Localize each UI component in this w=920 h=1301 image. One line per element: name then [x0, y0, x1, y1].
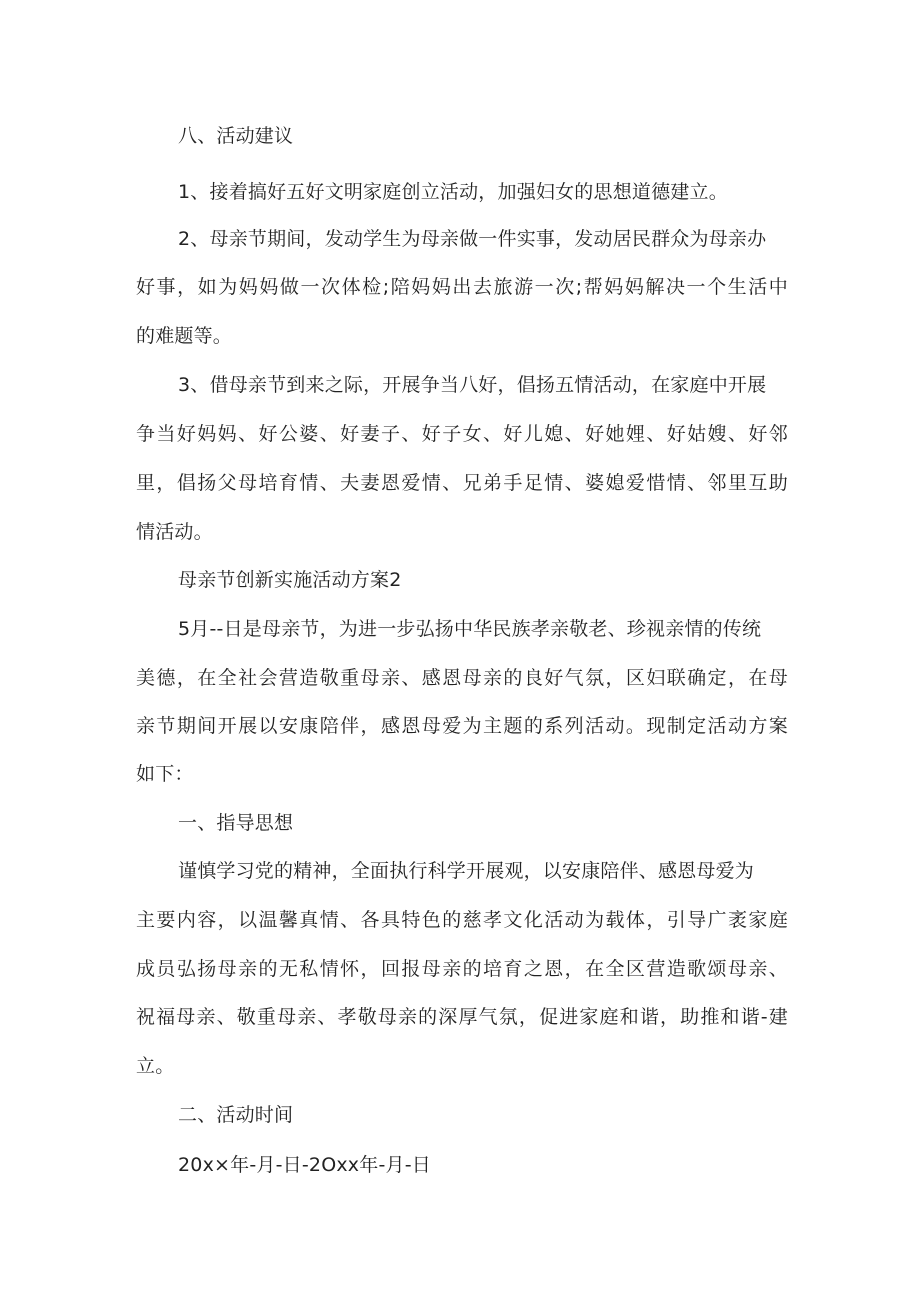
paragraph-line: 里，倡扬父母培育情、夫妻恩爱情、兄弟手足情、婆媳爱惜情、邻里互助 — [136, 472, 788, 494]
paragraph-line: 立。 — [136, 1055, 175, 1077]
paragraph-line: 5月--日是母亲节，为进一步弘扬中华民族孝亲敬老、珍视亲情的传统 — [178, 618, 762, 640]
paragraph-line: 祝福母亲、敬重母亲、孝敬母亲的深厚气氛，促进家庭和谐，助推和谐-建 — [136, 1006, 788, 1028]
section-heading-activity-suggestions: 八、活动建议 — [178, 125, 294, 147]
paragraph-line: 2、母亲节期间，发动学生为母亲做一件实事，发动居民群众为母亲办 — [178, 228, 767, 250]
paragraph-line: 3、借母亲节到来之际，开展争当八好，倡扬五情活动，在家庭中开展 — [178, 374, 767, 396]
paragraph-line: 1、接着搞好五好文明家庭创立活动，加强妇女的思想道德建立。 — [178, 181, 728, 203]
section-heading-guiding-thought: 一、指导思想 — [178, 812, 294, 834]
paragraph-line: 成员弘扬母亲的无私情怀，回报母亲的培育之恩，在全区营造歌颂母亲、 — [136, 958, 788, 980]
paragraph-line: 争当好妈妈、好公婆、好妻子、好子女、好儿媳、好她娌、好姑嫂、好邻 — [136, 423, 788, 445]
paragraph-line: 美德，在全社会营造敬重母亲、感恩母亲的良好气氛，区妇联确定，在母 — [136, 667, 788, 689]
section-heading-activity-time: 二、活动时间 — [178, 1104, 294, 1126]
paragraph-line: 亲节期间开展以安康陪伴，感恩母爱为主题的系列活动。现制定活动方案 — [136, 715, 788, 737]
paragraph-line: 情活动。 — [136, 521, 213, 543]
activity-date-range: 20x×年-月-日-2Oxx年-月-日 — [178, 1154, 431, 1176]
paragraph-line: 好事，如为妈妈做一次体检;陪妈妈出去旅游一次;帮妈妈解决一个生活中 — [136, 276, 788, 298]
paragraph-line: 的难题等。 — [136, 325, 233, 347]
paragraph-line: 主要内容，以温馨真情、各具特色的慈孝文化活动为载体，引导广袤家庭 — [136, 909, 788, 931]
paragraph-line: 谨慎学习党的精神，全面执行科学开展观，以安康陪伴、感恩母爱为 — [178, 860, 755, 882]
document-subtitle: 母亲节创新实施活动方案2 — [178, 569, 402, 591]
paragraph-line: 如下： — [136, 763, 194, 785]
